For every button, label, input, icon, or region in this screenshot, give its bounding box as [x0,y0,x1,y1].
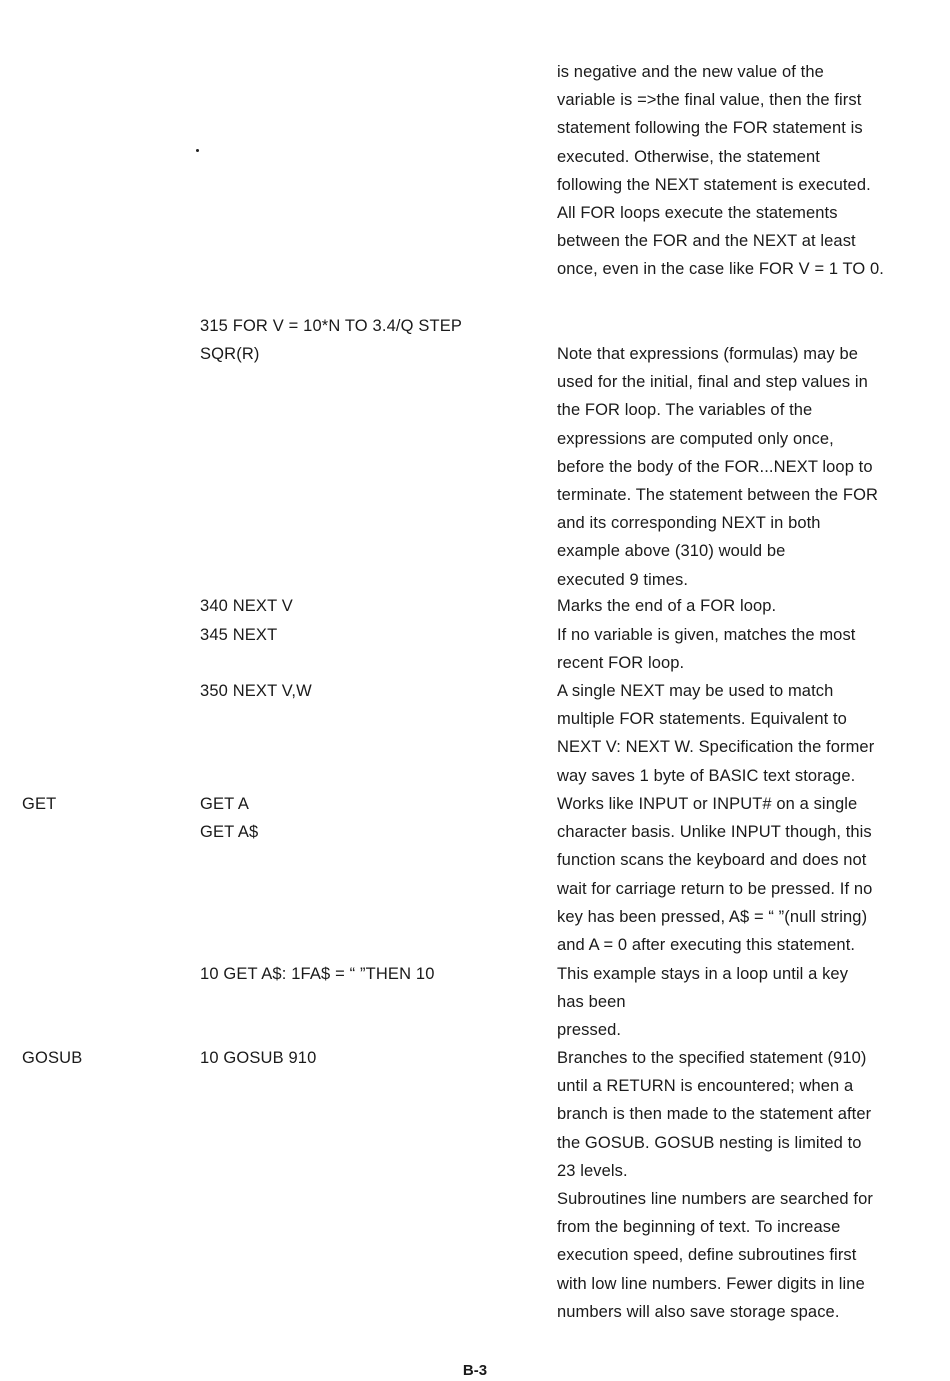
text-line: with low line numbers. Fewer digits in line [557,1274,865,1293]
keyword-gosub: GOSUB [22,1049,83,1067]
text-line: executed. Otherwise, the statement [557,147,820,166]
text-line: and its corresponding NEXT in both [557,514,821,533]
text-line: All FOR loops execute the statements [557,203,838,222]
text-line: Branches to the specified statement (910) [557,1049,867,1067]
text-line: terminate. The statement between the FOR [557,485,879,504]
code-example-get-loop: 10 GET A$: 1FA$ = “ ”THEN 10 [200,965,435,983]
text-line: statement following the FOR statement is [557,119,863,138]
text-line: numbers will also save storage space. [557,1302,840,1321]
text-line: character basis. Unlike INPUT though, this [557,823,872,842]
text-line: Works like INPUT or INPUT# on a single [557,795,858,813]
text-line: recent FOR loop. [557,654,685,673]
code-example-gosub: 10 GOSUB 910 [200,1049,317,1067]
text-line: pressed. [557,1021,622,1040]
text-line: key has been pressed, A$ = “ ”(null string) [557,907,868,926]
keyword-get: GET [22,795,57,813]
text-line: multiple FOR statements. Equivalent to [557,710,847,729]
get-loop-description [557,960,949,1045]
text-line: Marks the end of a FOR loop. [557,597,777,615]
text-line: branch is then made to the statement after [557,1105,872,1124]
text-line: the FOR loop. The variables of the [557,401,813,420]
next-description [557,621,949,677]
text-line: from the beginning of text. To increase [557,1218,841,1237]
text-line: is negative and the new value of the [557,63,824,81]
text-line: and A = 0 after executing this statement. [557,935,856,954]
text-line: variable is =>the final value, then the first [557,91,862,110]
text-line: expressions are computed only once, [557,429,834,448]
text-line: between the FOR and the NEXT at least [557,232,856,251]
text-line: the GOSUB. GOSUB nesting is limited to [557,1133,862,1152]
get-description [557,790,949,959]
text-line: Subroutines line numbers are searched for [557,1189,873,1208]
text-line: until a RETURN is encountered; when a [557,1077,854,1096]
text-line: A single NEXT may be used to match [557,682,834,700]
gosub-description [557,1044,949,1326]
code-example-next-vw: 350 NEXT V,W [200,682,312,700]
next-vw-description [557,677,949,790]
code-example-for-cont: SQR(R) [200,345,260,363]
text-line: used for the initial, final and step values in [557,373,868,392]
scan-speck [196,149,199,152]
text-line: wait for carriage return to be pressed. If no [557,879,873,898]
text-line: Note that expressions (formulas) may be [557,345,859,363]
text-line: NEXT V: NEXT W. Specification the former [557,738,875,757]
text-line: This example stays in a loop until a key [557,965,849,983]
text-line: function scans the keyboard and does not [557,851,867,870]
intro-paragraph [557,58,949,284]
code-example-for: 315 FOR V = 10*N TO 3.4/Q STEP [200,317,463,335]
for-example-description [557,340,949,594]
text-line: 23 levels. [557,1161,628,1180]
text-line: executed 9 times. [557,570,689,589]
text-line: way saves 1 byte of BASIC text storage. [557,766,856,785]
text-line: example above (310) would be [557,542,786,561]
code-example-next: 345 NEXT [200,626,278,644]
text-line: execution speed, define subroutines first [557,1246,857,1265]
page-number: B-3 [462,1362,488,1379]
code-example-next-v: 340 NEXT V [200,597,293,615]
text-line: following the NEXT statement is executed. [557,175,871,194]
text-line: has been [557,993,626,1012]
next-v-description [557,592,949,620]
text-line: before the body of the FOR...NEXT loop to [557,457,873,476]
text-line: If no variable is given, matches the most [557,626,856,644]
text-line: once, even in the case like FOR V = 1 TO 0. [557,260,884,279]
code-example-get-a-string: GET A$ [200,823,259,841]
code-example-get-a: GET A [200,795,250,813]
